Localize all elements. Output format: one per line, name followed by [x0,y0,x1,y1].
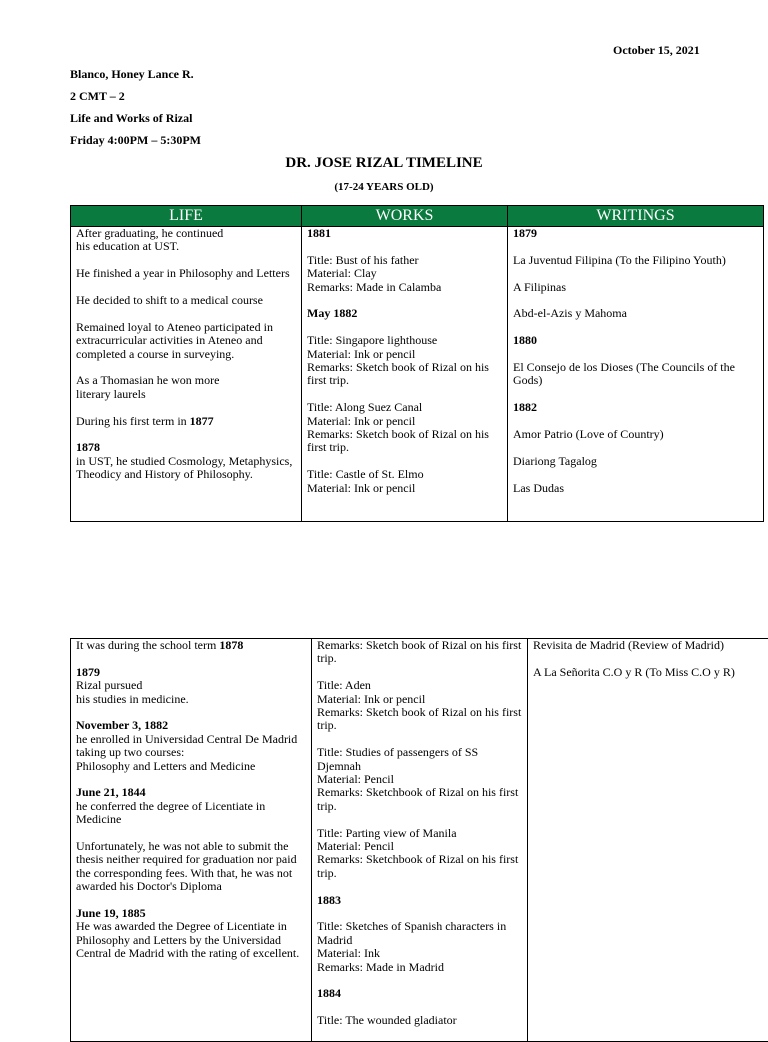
entry-bold-year: 1878 [219,638,243,652]
cell-entry [76,666,306,706]
entry-text: Title: Bust of his father Material: Clay Remarks: Made in Calamba [307,253,441,294]
entry-text: Title: Studies of passengers of SS Djemnah Material: Pencil Remarks: Sketchbook of Rizal on his first trip. [317,745,518,813]
entry-heading: May 1882 [307,306,357,320]
cell-entry [76,267,296,280]
course-name: Life and Works of Rizal [70,111,192,126]
cell-entry [317,1014,522,1027]
entry-text: Title: Aden Material: Ink or pencil Remarks: Sketch book of Rizal on his first trip. [317,678,521,732]
entry-heading: 1880 [513,333,537,347]
entry-bold-year: 1877 [190,414,214,428]
entry-heading: 1879 [76,665,100,679]
entry-text: in UST, he studied Cosmology, Metaphysics, Theodicy and History of Philosophy. [76,454,292,481]
writings-cell [508,227,764,522]
cell-entry [317,987,522,1000]
entry-text: Title: Parting view of Manila Material: Pencil Remarks: Sketchbook of Rizal on his first trip. [317,826,518,880]
entry-text: Remained loyal to Ateneo participated in extracurricular activities in Ateneo and completed a course in surveying. [76,320,273,361]
entry-heading: 1883 [317,893,341,907]
cell-entry [513,401,758,414]
cell-entry [76,321,296,361]
entry-heading: 1879 [513,226,537,240]
cell-entry [76,786,306,826]
cell-entry [307,401,502,455]
cell-entry [317,746,522,813]
entry-heading: 1881 [307,226,331,240]
entry-heading: 1884 [317,986,341,1000]
table-header-row [71,206,764,227]
cell-entry [317,827,522,881]
works-cell [312,639,528,1042]
cell-entry [76,639,306,652]
cell-entry [513,482,758,495]
cell-entry [513,227,758,240]
entry-text: he enrolled in Universidad Central De Madrid taking up two courses: Philosophy and Letters and Medicine [76,732,297,773]
entry-text: La Juventud Filipina (To the Filipino Youth) [513,253,726,267]
entry-text: he conferred the degree of Licentiate in Medicine [76,799,265,826]
entry-text: He finished a year in Philosophy and Letters [76,266,290,280]
entry-text: Title: Sketches of Spanish characters in Madrid Material: Ink Remarks: Made in Madrid [317,919,506,973]
cell-entry [513,428,758,441]
cell-entry [513,281,758,294]
entry-heading: June 21, 1844 [76,785,146,799]
entry-text: Amor Patrio (Love of Country) [513,427,664,441]
cell-entry [76,227,296,254]
entry-text: Diariong Tagalog [513,454,597,468]
entry-heading: June 19, 1885 [76,906,146,920]
cell-entry [307,227,502,240]
timeline-table-page-2 [70,638,768,1042]
entry-text: El Consejo de los Dioses (The Councils of the Gods) [513,360,735,387]
cell-entry [513,307,758,320]
writings-cell [528,639,768,1042]
entry-text: Revisita de Madrid (Review of Madrid) [533,638,724,652]
entry-text: Title: Singapore lighthouse Material: Ink or pencil Remarks: Sketch book of Rizal on his first trip. [307,333,489,387]
document-subtitle: (17-24 YEARS OLD) [0,181,768,193]
timeline-table-page-1 [70,205,764,522]
student-section: 2 CMT – 2 [70,89,125,104]
cell-entry [317,920,522,974]
entry-heading: November 3, 1882 [76,718,168,732]
cell-entry [513,361,758,388]
cell-entry [317,679,522,733]
entry-text: Title: The wounded gladiator [317,1013,457,1027]
cell-entry [513,334,758,347]
entry-text: A La Señorita C.O y R (To Miss C.O y R) [533,665,735,679]
cell-entry [317,894,522,907]
table-row [71,639,768,1042]
column-header-life: LIFE [71,206,302,227]
document-date: October 15, 2021 [613,43,700,58]
column-header-writings: WRITINGS [508,206,764,227]
cell-entry [76,907,306,961]
entry-text: After graduating, he continued his education at UST. [76,226,223,253]
student-name: Blanco, Honey Lance R. [70,67,194,82]
cell-entry [307,307,502,320]
cell-entry [533,639,768,652]
entry-text: He decided to shift to a medical course [76,293,263,307]
cell-entry [317,639,522,666]
works-cell [302,227,508,522]
entry-text: Title: Castle of St. Elmo Material: Ink or pencil [307,467,424,494]
entry-text: Rizal pursued his studies in medicine. [76,678,189,705]
life-cell [71,639,312,1042]
cell-entry [76,374,296,401]
entry-text: During his first term in [76,414,190,428]
column-header-works: WORKS [302,206,508,227]
cell-entry [76,719,306,773]
entry-heading: 1878 [76,440,100,454]
cell-entry [513,455,758,468]
document-title: DR. JOSE RIZAL TIMELINE [0,155,768,172]
entry-text: Remarks: Sketch book of Rizal on his first trip. [317,638,521,665]
entry-text: Unfortunately, he was not able to submit the thesis neither required for graduation nor paid the corresponding fees. With that, he was not awarded his Doctor's Diploma [76,839,297,893]
entry-text: Las Dudas [513,481,564,495]
cell-entry [76,441,296,481]
cell-entry [307,468,502,495]
entry-heading: 1882 [513,400,537,414]
table-row [71,227,764,522]
cell-entry [76,840,306,894]
cell-entry [76,294,296,307]
entry-text: It was during the school term [76,638,219,652]
cell-entry [307,254,502,294]
cell-entry [513,254,758,267]
entry-text: He was awarded the Degree of Licentiate in Philosophy and Letters by the Universidad Central de Madrid with the rating of excellent. [76,919,299,960]
entry-text: Abd-el-Azis y Mahoma [513,306,627,320]
entry-text: A Filipinas [513,280,566,294]
cell-entry [307,334,502,388]
entry-text: Title: Along Suez Canal Material: Ink or pencil Remarks: Sketch book of Rizal on his first trip. [307,400,489,454]
life-cell [71,227,302,522]
entry-text: As a Thomasian he won more literary laurels [76,373,219,400]
cell-entry [76,415,296,428]
class-schedule: Friday 4:00PM – 5:30PM [70,133,201,148]
cell-entry [533,666,768,679]
